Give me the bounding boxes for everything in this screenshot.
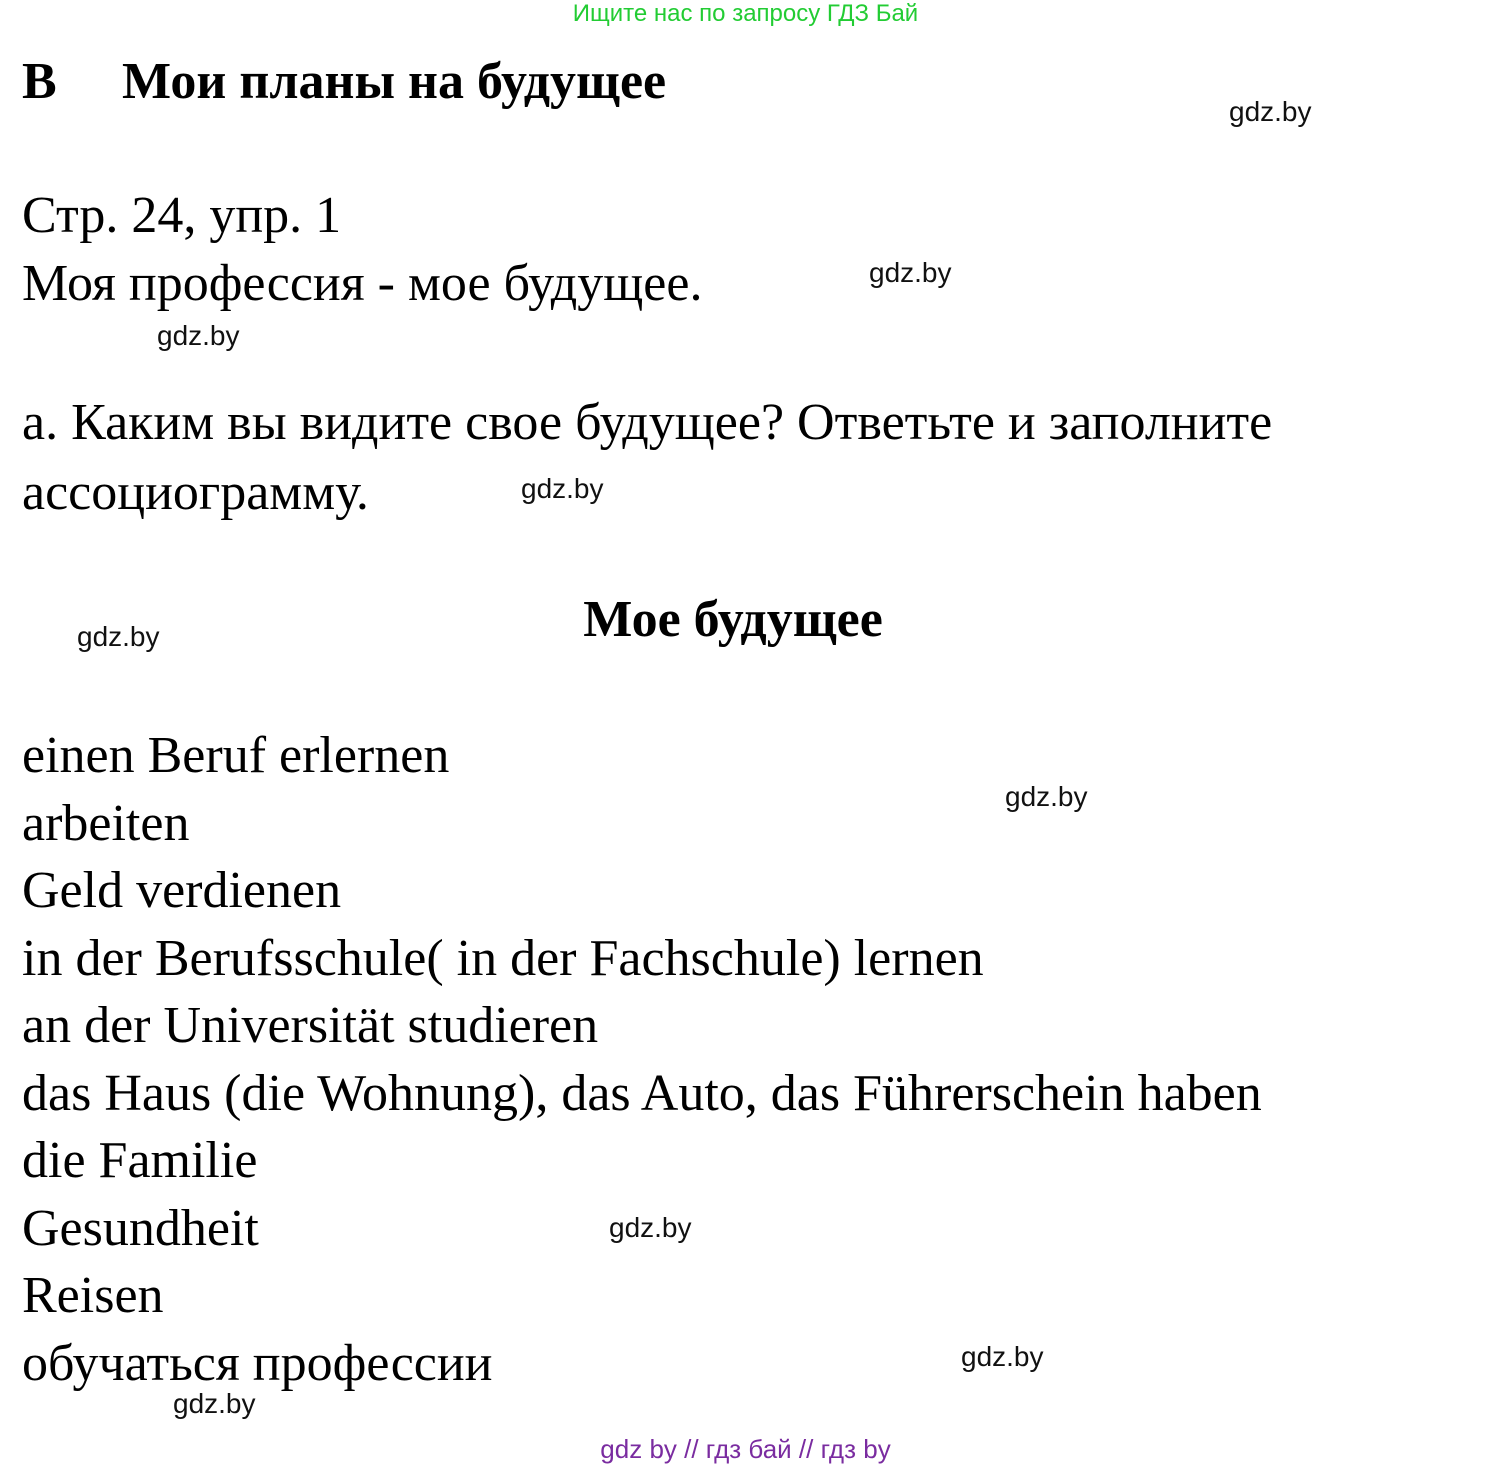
- list-item: das Haus (die Wohnung), das Auto, das Führerschein haben: [22, 1064, 1262, 1122]
- watermark: gdz.by: [157, 320, 240, 351]
- task-text: [22, 388, 1272, 528]
- watermark: gdz.by: [173, 1388, 256, 1419]
- watermark: gdz.by: [961, 1341, 1044, 1372]
- watermark: gdz.by: [609, 1212, 692, 1243]
- watermark: gdz.by: [869, 257, 952, 288]
- list-item: Reisen: [22, 1267, 164, 1324]
- list-item: in der Berufsschule( in der Fachschule) lernen: [22, 929, 984, 987]
- task-line-2: ассоциограмму.: [22, 464, 369, 521]
- list-item: die Familie: [22, 1132, 258, 1189]
- section-title: Мои планы на будущее: [122, 53, 667, 110]
- exercise-subtitle: Моя профессия - мое будущее.: [22, 255, 703, 312]
- watermark: gdz.by: [77, 621, 160, 652]
- list-item: einen Beruf erlernen: [22, 727, 450, 784]
- list-item: arbeiten: [22, 794, 190, 852]
- list-item: an der Universität studieren: [22, 997, 599, 1054]
- list-item: Geld verdienen: [22, 862, 342, 919]
- watermark: gdz.by: [1005, 781, 1088, 812]
- association-list: [22, 722, 1262, 1397]
- watermark: gdz.by: [521, 473, 604, 504]
- footer-links: gdz by // гдз бай // гдз by: [600, 1434, 891, 1464]
- list-item: обучаться профессии: [22, 1334, 493, 1392]
- watermark: gdz.by: [1229, 96, 1312, 127]
- search-banner: Ищите нас по запросу ГДЗ Бай: [572, 0, 919, 27]
- exercise-reference: Стр. 24, упр. 1: [22, 187, 342, 244]
- task-line-1: а. Каким вы видите свое будущее? Ответьте и заполните: [22, 394, 1273, 451]
- section-letter: B: [22, 53, 57, 110]
- list-item: Gesundheit: [22, 1199, 259, 1257]
- diagram-title: Мое будущее: [583, 591, 883, 648]
